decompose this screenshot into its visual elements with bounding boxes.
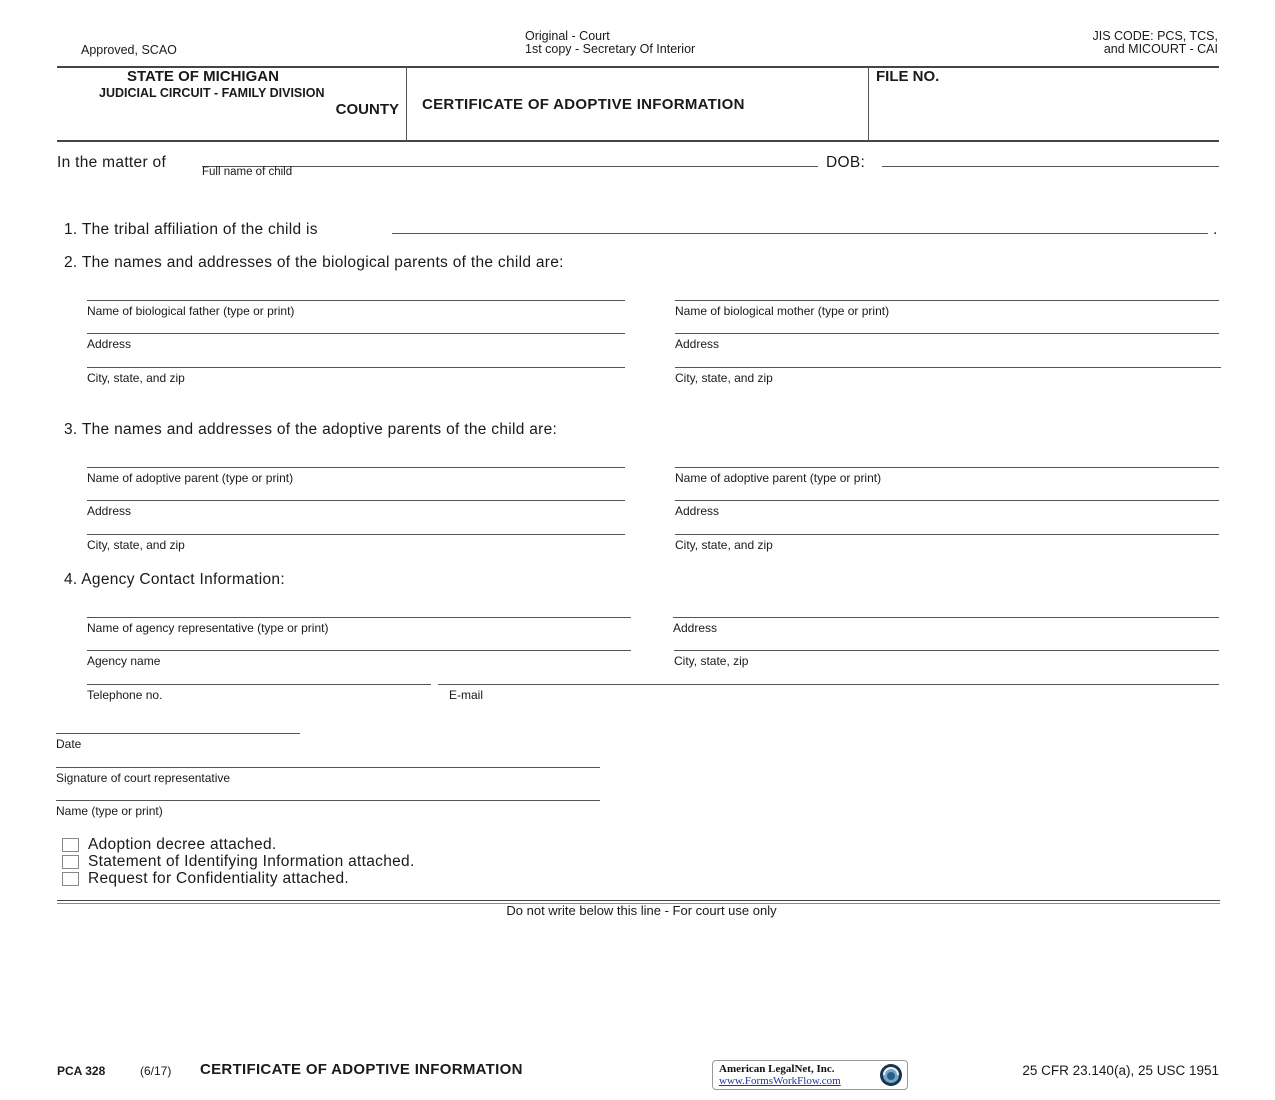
matter-prefix: In the matter of (57, 154, 167, 171)
header-divider-right (868, 67, 869, 141)
bio-father-name-field[interactable] (87, 300, 625, 318)
bio-mother-name-field[interactable] (675, 300, 1219, 318)
agency-city-label: City, state, zip (674, 654, 749, 668)
telephone-label: Telephone no. (87, 688, 163, 702)
child-name-field[interactable] (202, 166, 818, 184)
bio-mother-city-label: City, state, and zip (675, 371, 773, 385)
adoptive-parent2-address-field[interactable] (675, 500, 1219, 518)
bio-father-name-label: Name of biological father (type or print) (87, 304, 295, 318)
court-state: STATE OF MICHIGAN (127, 68, 279, 85)
bio-mother-city-field[interactable] (675, 367, 1221, 385)
bio-father-city-label: City, state, and zip (87, 371, 185, 385)
file-no-field[interactable] (876, 88, 1216, 136)
item1-text: 1. The tribal affiliation of the child is (64, 221, 318, 238)
adoptive-parent1-name-label: Name of adoptive parent (type or print) (87, 471, 294, 485)
adoptive-parent1-city-field[interactable] (87, 534, 625, 552)
bio-father-address-field[interactable] (87, 333, 625, 351)
jis-code-line1: JIS CODE: PCS, TCS, (1092, 29, 1218, 43)
legalnet-logo[interactable] (712, 1060, 908, 1090)
bio-father-city-field[interactable] (87, 367, 625, 385)
email-label: E-mail (449, 688, 484, 702)
agency-name-field[interactable] (87, 650, 631, 668)
dob-field[interactable] (882, 166, 1219, 180)
adoptive-parent1-city-label: City, state, and zip (87, 538, 185, 552)
logo-company: American LegalNet, Inc. (719, 1063, 835, 1075)
distribution-copy: 1st copy - Secretary Of Interior (525, 42, 696, 56)
identifying-info-label: Statement of Identifying Information attached. (88, 853, 415, 870)
adoptive-parent2-city-field[interactable] (675, 534, 1219, 552)
agency-address-field[interactable] (673, 617, 1219, 635)
court-use-notice: Do not write below this line - For court use only (506, 903, 777, 918)
court-use-rule-top (57, 900, 1220, 901)
email-field[interactable] (438, 684, 1219, 702)
adoptive-parent1-address-field[interactable] (87, 500, 625, 518)
form-title: CERTIFICATE OF ADOPTIVE INFORMATION (422, 96, 745, 113)
item4-text: 4. Agency Contact Information: (64, 571, 285, 588)
tribal-affiliation-field[interactable] (392, 233, 1208, 247)
court-circuit: JUDICIAL CIRCUIT - FAMILY DIVISION (99, 86, 325, 100)
agency-name-label: Agency name (87, 654, 161, 668)
telephone-field[interactable] (87, 684, 431, 702)
adoption-decree-label: Adoption decree attached. (88, 836, 277, 853)
adoptive-parent2-city-label: City, state, and zip (675, 538, 773, 552)
legal-citation: 25 CFR 23.140(a), 25 USC 1951 (1022, 1063, 1219, 1078)
confidentiality-checkbox[interactable] (62, 872, 79, 886)
form-code: PCA 328 (57, 1064, 106, 1078)
adoption-decree-checkbox[interactable] (62, 838, 79, 852)
footer-title: CERTIFICATE OF ADOPTIVE INFORMATION (200, 1061, 523, 1078)
date-field[interactable] (56, 733, 300, 751)
globe-icon (879, 1063, 903, 1087)
adoptive-parent2-address-label: Address (675, 504, 720, 518)
file-no-label: FILE NO. (876, 68, 940, 85)
item3-text: 3. The names and addresses of the adoptive parents of the child are: (64, 421, 558, 438)
item2-text: 2. The names and addresses of the biological parents of the child are: (64, 254, 564, 271)
approved-label: Approved, SCAO (81, 43, 177, 57)
logo-url[interactable]: www.FormsWorkFlow.com (719, 1075, 841, 1087)
item1-period: . (1213, 221, 1218, 238)
agency-city-field[interactable] (674, 650, 1219, 668)
confidentiality-label: Request for Confidentiality attached. (88, 870, 349, 887)
signature-field[interactable] (56, 767, 600, 785)
adoptive-parent2-name-label: Name of adoptive parent (type or print) (675, 471, 882, 485)
bio-mother-address-label: Address (675, 337, 720, 351)
dob-label: DOB: (826, 154, 866, 171)
child-name-label: Full name of child (202, 166, 293, 178)
header-divider-left (406, 67, 407, 141)
agency-rep-name-label: Name of agency representative (type or print) (87, 621, 329, 635)
jis-code-line2: and MICOURT - CAI (1103, 42, 1218, 56)
identifying-info-checkbox[interactable] (62, 855, 79, 869)
agency-rep-name-field[interactable] (87, 617, 631, 635)
agency-address-label: Address (673, 621, 718, 635)
bio-mother-address-field[interactable] (675, 333, 1219, 351)
date-label: Date (56, 737, 82, 751)
signature-label: Signature of court representative (56, 771, 231, 785)
header-bottom-rule (57, 140, 1219, 142)
bio-mother-name-label: Name of biological mother (type or print) (675, 304, 890, 318)
form-revision: (6/17) (140, 1064, 172, 1078)
representative-name-label: Name (type or print) (56, 804, 163, 818)
distribution-original: Original - Court (525, 29, 610, 43)
adoptive-parent1-address-label: Address (87, 504, 132, 518)
adoptive-parent1-name-field[interactable] (87, 467, 625, 485)
adoptive-parent2-name-field[interactable] (675, 467, 1219, 485)
bio-father-address-label: Address (87, 337, 132, 351)
court-county: COUNTY (335, 101, 399, 118)
representative-name-field[interactable] (56, 800, 600, 818)
